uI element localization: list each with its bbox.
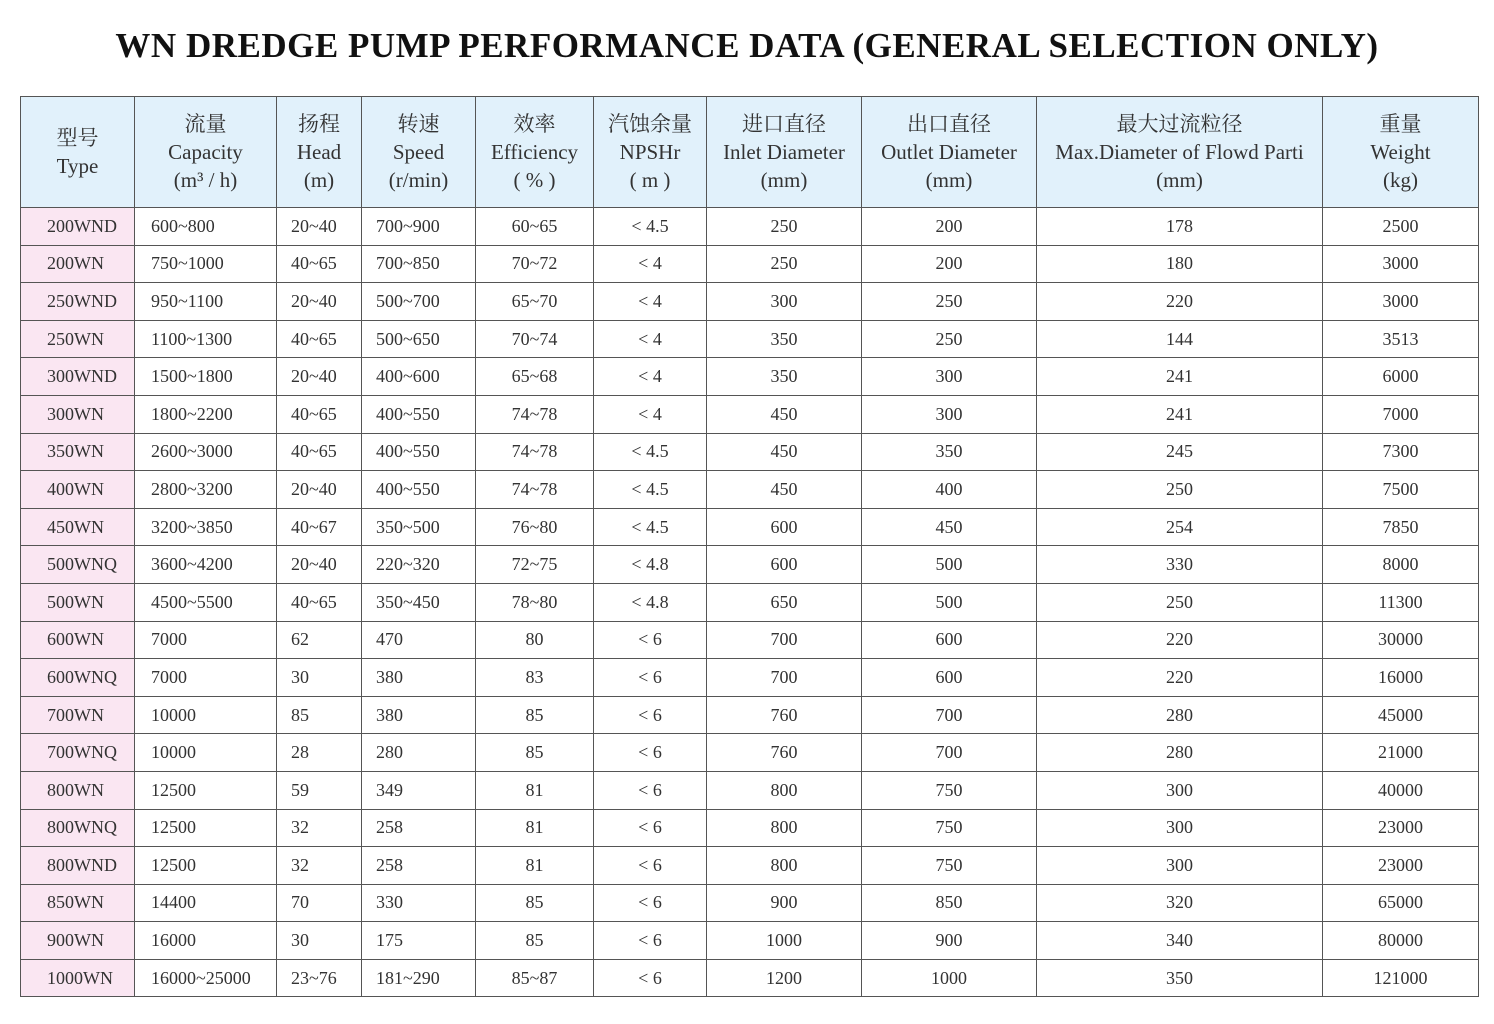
cell-max-particle-diameter: 144 [1037, 320, 1323, 358]
cell-speed: 470 [362, 621, 476, 659]
table-row [21, 659, 1479, 697]
cell-speed: 500~700 [362, 283, 476, 321]
cell-npshr: < 4.5 [594, 508, 707, 546]
cell-weight: 121000 [1323, 959, 1479, 997]
cell-capacity: 3200~3850 [135, 508, 277, 546]
cell-weight: 3513 [1323, 320, 1479, 358]
cell-inlet-diameter: 700 [707, 621, 862, 659]
header-inlet-diameter-unit: (mm) [760, 168, 808, 192]
cell-outlet-diameter: 600 [862, 621, 1037, 659]
cell-npshr: < 6 [594, 809, 707, 847]
table-row [21, 809, 1479, 847]
cell-max-particle-diameter: 250 [1037, 471, 1323, 509]
cell-head: 20~40 [277, 358, 362, 396]
cell-weight: 23000 [1323, 847, 1479, 885]
cell-max-particle-diameter: 220 [1037, 659, 1323, 697]
table-row [21, 433, 1479, 471]
cell-capacity: 10000 [135, 696, 277, 734]
cell-speed: 350~500 [362, 508, 476, 546]
header-type-en: Type [56, 154, 99, 178]
cell-outlet-diameter: 300 [862, 358, 1037, 396]
cell-max-particle-diameter: 300 [1037, 847, 1323, 885]
cell-type: 800WN [21, 771, 135, 809]
cell-weight: 7500 [1323, 471, 1479, 509]
cell-speed: 330 [362, 884, 476, 922]
header-type [21, 97, 135, 208]
cell-speed: 380 [362, 659, 476, 697]
cell-inlet-diameter: 450 [707, 395, 862, 433]
cell-inlet-diameter: 700 [707, 659, 862, 697]
cell-speed: 700~900 [362, 208, 476, 246]
cell-head: 32 [277, 809, 362, 847]
cell-type: 200WN [21, 245, 135, 283]
header-npshr-unit: ( m ) [629, 168, 671, 192]
header-outlet-diameter-cn: 出口直径 [907, 112, 991, 136]
cell-type: 250WND [21, 283, 135, 321]
cell-capacity: 12500 [135, 771, 277, 809]
cell-capacity: 600~800 [135, 208, 277, 246]
cell-type: 850WN [21, 884, 135, 922]
cell-max-particle-diameter: 220 [1037, 283, 1323, 321]
table-row [21, 395, 1479, 433]
header-head-unit: (m) [303, 168, 335, 192]
cell-speed: 258 [362, 809, 476, 847]
cell-outlet-diameter: 250 [862, 320, 1037, 358]
cell-outlet-diameter: 500 [862, 546, 1037, 584]
cell-max-particle-diameter: 241 [1037, 395, 1323, 433]
cell-capacity: 12500 [135, 847, 277, 885]
table-row [21, 696, 1479, 734]
cell-max-particle-diameter: 250 [1037, 583, 1323, 621]
cell-head: 40~65 [277, 583, 362, 621]
cell-npshr: < 4 [594, 245, 707, 283]
cell-efficiency: 74~78 [476, 471, 594, 509]
cell-efficiency: 60~65 [476, 208, 594, 246]
cell-inlet-diameter: 800 [707, 771, 862, 809]
cell-outlet-diameter: 700 [862, 734, 1037, 772]
cell-speed: 380 [362, 696, 476, 734]
header-type-cn: 型号 [56, 126, 99, 150]
cell-head: 20~40 [277, 546, 362, 584]
cell-max-particle-diameter: 300 [1037, 771, 1323, 809]
cell-inlet-diameter: 800 [707, 809, 862, 847]
cell-efficiency: 81 [476, 809, 594, 847]
table-row [21, 583, 1479, 621]
cell-speed: 258 [362, 847, 476, 885]
cell-outlet-diameter: 750 [862, 847, 1037, 885]
cell-npshr: < 6 [594, 884, 707, 922]
table-row [21, 922, 1479, 960]
cell-inlet-diameter: 600 [707, 508, 862, 546]
cell-efficiency: 83 [476, 659, 594, 697]
cell-weight: 45000 [1323, 696, 1479, 734]
header-capacity-cn: 流量 [184, 112, 227, 136]
cell-head: 28 [277, 734, 362, 772]
cell-weight: 3000 [1323, 283, 1479, 321]
cell-outlet-diameter: 300 [862, 395, 1037, 433]
cell-weight: 80000 [1323, 922, 1479, 960]
pump-performance-table [20, 96, 1479, 997]
cell-type: 1000WN [21, 959, 135, 997]
cell-outlet-diameter: 750 [862, 771, 1037, 809]
cell-npshr: < 4.8 [594, 546, 707, 584]
header-efficiency-unit: ( % ) [513, 168, 556, 192]
cell-type: 900WN [21, 922, 135, 960]
cell-inlet-diameter: 600 [707, 546, 862, 584]
cell-npshr: < 4.5 [594, 471, 707, 509]
cell-efficiency: 70~74 [476, 320, 594, 358]
cell-capacity: 1500~1800 [135, 358, 277, 396]
header-efficiency-cn: 效率 [513, 112, 556, 136]
cell-type: 600WNQ [21, 659, 135, 697]
cell-outlet-diameter: 200 [862, 208, 1037, 246]
cell-capacity: 4500~5500 [135, 583, 277, 621]
table-row [21, 471, 1479, 509]
cell-type: 200WND [21, 208, 135, 246]
cell-head: 30 [277, 659, 362, 697]
cell-inlet-diameter: 450 [707, 433, 862, 471]
header-efficiency [476, 97, 594, 208]
cell-capacity: 3600~4200 [135, 546, 277, 584]
cell-outlet-diameter: 700 [862, 696, 1037, 734]
header-capacity [135, 97, 277, 208]
header-npshr-cn: 汽蚀余量 [608, 112, 692, 136]
cell-efficiency: 85 [476, 884, 594, 922]
table-row [21, 320, 1479, 358]
cell-capacity: 14400 [135, 884, 277, 922]
cell-type: 500WN [21, 583, 135, 621]
cell-max-particle-diameter: 350 [1037, 959, 1323, 997]
table-row [21, 621, 1479, 659]
cell-max-particle-diameter: 180 [1037, 245, 1323, 283]
cell-inlet-diameter: 450 [707, 471, 862, 509]
header-inlet-diameter-cn: 进口直径 [742, 112, 826, 136]
cell-efficiency: 85~87 [476, 959, 594, 997]
cell-outlet-diameter: 500 [862, 583, 1037, 621]
cell-speed: 500~650 [362, 320, 476, 358]
header-npshr-en: NPSHr [619, 140, 681, 164]
cell-outlet-diameter: 450 [862, 508, 1037, 546]
header-head [277, 97, 362, 208]
cell-head: 20~40 [277, 208, 362, 246]
cell-inlet-diameter: 760 [707, 696, 862, 734]
cell-inlet-diameter: 300 [707, 283, 862, 321]
cell-outlet-diameter: 750 [862, 809, 1037, 847]
cell-speed: 400~600 [362, 358, 476, 396]
cell-max-particle-diameter: 241 [1037, 358, 1323, 396]
cell-inlet-diameter: 760 [707, 734, 862, 772]
cell-npshr: < 4 [594, 283, 707, 321]
table-row [21, 245, 1479, 283]
cell-type: 300WND [21, 358, 135, 396]
cell-speed: 280 [362, 734, 476, 772]
cell-head: 40~65 [277, 433, 362, 471]
cell-outlet-diameter: 350 [862, 433, 1037, 471]
table-row [21, 358, 1479, 396]
table-row [21, 208, 1479, 246]
cell-outlet-diameter: 600 [862, 659, 1037, 697]
cell-npshr: < 4.8 [594, 583, 707, 621]
header-npshr [594, 97, 707, 208]
cell-capacity: 12500 [135, 809, 277, 847]
cell-type: 600WN [21, 621, 135, 659]
header-speed [362, 97, 476, 208]
cell-capacity: 750~1000 [135, 245, 277, 283]
table-row [21, 847, 1479, 885]
cell-speed: 400~550 [362, 471, 476, 509]
table-row [21, 734, 1479, 772]
cell-max-particle-diameter: 280 [1037, 696, 1323, 734]
cell-head: 85 [277, 696, 362, 734]
cell-outlet-diameter: 900 [862, 922, 1037, 960]
cell-speed: 175 [362, 922, 476, 960]
cell-type: 700WN [21, 696, 135, 734]
table-row [21, 546, 1479, 584]
header-efficiency-en: Efficiency [490, 140, 579, 164]
cell-npshr: < 6 [594, 696, 707, 734]
cell-type: 500WNQ [21, 546, 135, 584]
header-inlet-diameter-en: Inlet Diameter [723, 140, 845, 164]
header-max-particle-diameter-cn: 最大过流粒径 [1116, 112, 1243, 136]
cell-inlet-diameter: 650 [707, 583, 862, 621]
cell-inlet-diameter: 350 [707, 358, 862, 396]
cell-efficiency: 70~72 [476, 245, 594, 283]
cell-speed: 181~290 [362, 959, 476, 997]
header-weight-cn: 重量 [1379, 112, 1422, 136]
cell-head: 40~65 [277, 320, 362, 358]
header-speed-en: Speed [392, 140, 445, 164]
cell-max-particle-diameter: 245 [1037, 433, 1323, 471]
cell-weight: 21000 [1323, 734, 1479, 772]
cell-efficiency: 65~68 [476, 358, 594, 396]
cell-type: 300WN [21, 395, 135, 433]
cell-capacity: 16000 [135, 922, 277, 960]
cell-head: 70 [277, 884, 362, 922]
cell-capacity: 16000~25000 [135, 959, 277, 997]
cell-max-particle-diameter: 300 [1037, 809, 1323, 847]
cell-head: 59 [277, 771, 362, 809]
cell-inlet-diameter: 250 [707, 208, 862, 246]
cell-weight: 30000 [1323, 621, 1479, 659]
cell-capacity: 2800~3200 [135, 471, 277, 509]
cell-head: 23~76 [277, 959, 362, 997]
cell-npshr: < 4 [594, 320, 707, 358]
cell-capacity: 1800~2200 [135, 395, 277, 433]
header-head-en: Head [296, 140, 342, 164]
header-capacity-unit: (m³ / h) [173, 168, 238, 192]
cell-capacity: 7000 [135, 659, 277, 697]
cell-npshr: < 4 [594, 395, 707, 433]
cell-head: 40~65 [277, 245, 362, 283]
header-inlet-diameter [707, 97, 862, 208]
cell-npshr: < 6 [594, 621, 707, 659]
header-weight-unit: (kg) [1383, 168, 1418, 192]
cell-weight: 23000 [1323, 809, 1479, 847]
cell-efficiency: 65~70 [476, 283, 594, 321]
cell-speed: 400~550 [362, 433, 476, 471]
cell-type: 450WN [21, 508, 135, 546]
header-capacity-en: Capacity [168, 140, 243, 164]
cell-weight: 7000 [1323, 395, 1479, 433]
header-weight [1323, 97, 1479, 208]
cell-max-particle-diameter: 340 [1037, 922, 1323, 960]
cell-efficiency: 81 [476, 847, 594, 885]
cell-npshr: < 4.5 [594, 433, 707, 471]
cell-efficiency: 80 [476, 621, 594, 659]
cell-max-particle-diameter: 320 [1037, 884, 1323, 922]
table-body [21, 208, 1479, 997]
cell-capacity: 7000 [135, 621, 277, 659]
cell-weight: 8000 [1323, 546, 1479, 584]
cell-inlet-diameter: 1200 [707, 959, 862, 997]
table-row [21, 959, 1479, 997]
cell-weight: 65000 [1323, 884, 1479, 922]
header-speed-unit: (r/min) [388, 168, 449, 192]
cell-max-particle-diameter: 330 [1037, 546, 1323, 584]
header-outlet-diameter-en: Outlet Diameter [881, 140, 1017, 164]
cell-npshr: < 6 [594, 922, 707, 960]
cell-capacity: 1100~1300 [135, 320, 277, 358]
table-row [21, 283, 1479, 321]
cell-npshr: < 6 [594, 771, 707, 809]
table-row [21, 884, 1479, 922]
cell-weight: 7850 [1323, 508, 1479, 546]
header-max-particle-diameter-unit: (mm) [1156, 168, 1203, 192]
cell-type: 800WNQ [21, 809, 135, 847]
cell-efficiency: 85 [476, 734, 594, 772]
cell-speed: 700~850 [362, 245, 476, 283]
header-weight-en: Weight [1370, 140, 1431, 164]
cell-max-particle-diameter: 178 [1037, 208, 1323, 246]
cell-max-particle-diameter: 280 [1037, 734, 1323, 772]
cell-type: 800WND [21, 847, 135, 885]
header-max-particle-diameter-en: Max.Diameter of Flowd Parti [1055, 140, 1304, 164]
header-row [21, 97, 1479, 208]
cell-head: 20~40 [277, 471, 362, 509]
cell-inlet-diameter: 1000 [707, 922, 862, 960]
cell-head: 62 [277, 621, 362, 659]
cell-npshr: < 6 [594, 659, 707, 697]
cell-outlet-diameter: 850 [862, 884, 1037, 922]
cell-speed: 400~550 [362, 395, 476, 433]
cell-type: 700WNQ [21, 734, 135, 772]
cell-npshr: < 6 [594, 959, 707, 997]
cell-head: 30 [277, 922, 362, 960]
cell-head: 40~67 [277, 508, 362, 546]
cell-outlet-diameter: 1000 [862, 959, 1037, 997]
cell-npshr: < 6 [594, 734, 707, 772]
cell-weight: 6000 [1323, 358, 1479, 396]
cell-weight: 40000 [1323, 771, 1479, 809]
cell-efficiency: 74~78 [476, 395, 594, 433]
cell-outlet-diameter: 400 [862, 471, 1037, 509]
cell-efficiency: 74~78 [476, 433, 594, 471]
cell-efficiency: 72~75 [476, 546, 594, 584]
cell-type: 250WN [21, 320, 135, 358]
cell-capacity: 2600~3000 [135, 433, 277, 471]
header-outlet-diameter [862, 97, 1037, 208]
cell-efficiency: 85 [476, 922, 594, 960]
cell-capacity: 10000 [135, 734, 277, 772]
header-outlet-diameter-unit: (mm) [925, 168, 973, 192]
header-head-cn: 扬程 [298, 112, 340, 136]
cell-npshr: < 4 [594, 358, 707, 396]
cell-weight: 2500 [1323, 208, 1479, 246]
cell-efficiency: 81 [476, 771, 594, 809]
cell-max-particle-diameter: 254 [1037, 508, 1323, 546]
cell-inlet-diameter: 350 [707, 320, 862, 358]
header-max-particle-diameter [1037, 97, 1323, 208]
cell-weight: 11300 [1323, 583, 1479, 621]
cell-speed: 349 [362, 771, 476, 809]
cell-speed: 350~450 [362, 583, 476, 621]
page-title: WN DREDGE PUMP PERFORMANCE DATA (GENERAL SELECTION ONLY) [115, 26, 1379, 65]
cell-inlet-diameter: 800 [707, 847, 862, 885]
cell-npshr: < 4.5 [594, 208, 707, 246]
cell-speed: 220~320 [362, 546, 476, 584]
cell-type: 350WN [21, 433, 135, 471]
cell-capacity: 950~1100 [135, 283, 277, 321]
cell-outlet-diameter: 250 [862, 283, 1037, 321]
cell-head: 40~65 [277, 395, 362, 433]
cell-max-particle-diameter: 220 [1037, 621, 1323, 659]
cell-weight: 16000 [1323, 659, 1479, 697]
cell-weight: 7300 [1323, 433, 1479, 471]
cell-head: 32 [277, 847, 362, 885]
cell-inlet-diameter: 250 [707, 245, 862, 283]
cell-efficiency: 78~80 [476, 583, 594, 621]
table-row [21, 508, 1479, 546]
header-speed-cn: 转速 [397, 112, 440, 136]
cell-npshr: < 6 [594, 847, 707, 885]
cell-efficiency: 85 [476, 696, 594, 734]
cell-weight: 3000 [1323, 245, 1479, 283]
cell-type: 400WN [21, 471, 135, 509]
cell-efficiency: 76~80 [476, 508, 594, 546]
cell-outlet-diameter: 200 [862, 245, 1037, 283]
cell-inlet-diameter: 900 [707, 884, 862, 922]
cell-head: 20~40 [277, 283, 362, 321]
table-row [21, 771, 1479, 809]
